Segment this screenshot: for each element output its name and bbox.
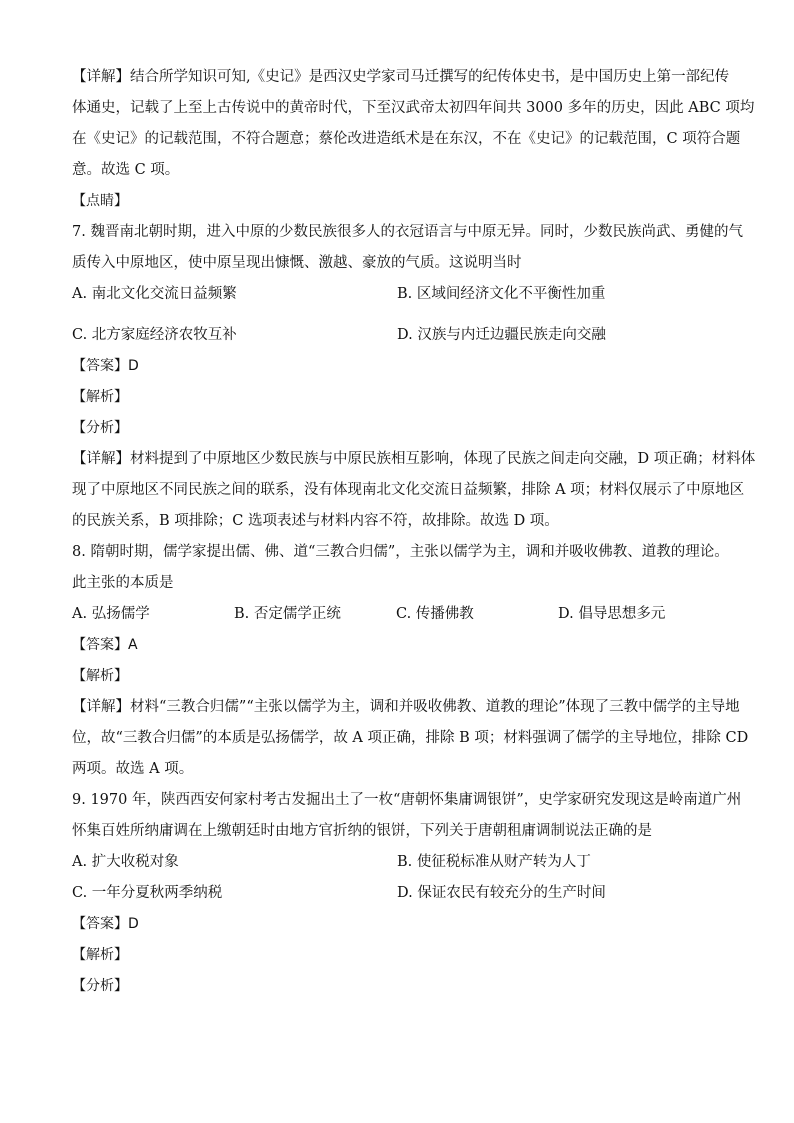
q7-answer: 【答案】D xyxy=(72,358,139,374)
q7-option-b: B. 区域间经济文化不平衡性加重 xyxy=(397,286,606,302)
q7-fenxi-label: 【分析】 xyxy=(72,420,128,436)
q9-option-b: B. 使征税标准从财产转为人丁 xyxy=(397,854,591,870)
q7-options-row xyxy=(72,279,722,310)
q9-answer: 【答案】D xyxy=(72,916,139,932)
q6-detail-line: 意。故选 C 项。 xyxy=(72,162,180,178)
q9-option-c: C. 一年分夏秋两季纳税 xyxy=(72,885,223,901)
q9-fenxi-label: 【分析】 xyxy=(72,978,128,994)
q9-option-d: D. 保证农民有较充分的生产时间 xyxy=(397,885,606,901)
q8-stem-line: 此主张的本质是 xyxy=(72,575,174,591)
q9-options-row xyxy=(72,878,722,909)
q8-option-c: C. 传播佛教 xyxy=(396,606,474,622)
q6-detail-line: 体通史，记载了上至上古传说中的黄帝时代，下至汉武帝太初四年间共 3000 多年的历史，因此 ABC 项均 xyxy=(72,100,755,116)
q6-dianjing-label: 【点睛】 xyxy=(72,193,128,209)
q9-jiexi-label: 【解析】 xyxy=(72,947,128,963)
q9-stem-line: 9. 1970 年，陕西西安何家村考古发掘出土了一枚“唐朝怀集庸调银饼”，史学家研究发现这是岭南道广州 xyxy=(72,792,742,808)
q7-detail-line: 【详解】材料提到了中原地区少数民族与中原民族相互影响，体现了民族之间走向交融，D 项正确；材料体 xyxy=(72,451,756,467)
q8-answer: 【答案】A xyxy=(72,637,138,653)
q8-detail-line: 两项。故选 A 项。 xyxy=(72,761,194,777)
q8-detail-line: 【详解】材料“三教合归儒”“主张以儒学为主，调和并吸收佛教、道教的理论”体现了三教中儒学的主导地 xyxy=(72,699,740,715)
q6-detail-line: 【详解】结合所学知识可知,《史记》是西汉史学家司马迁撰写的纪传体史书，是中国历史上第一部纪传 xyxy=(72,69,730,85)
q7-option-c: C. 北方家庭经济农牧互补 xyxy=(72,327,237,343)
q9-options-row xyxy=(72,847,722,878)
q7-jiexi-label: 【解析】 xyxy=(72,389,128,405)
q7-stem-line: 7. 魏晋南北朝时期，进入中原的少数民族很多人的衣冠语言与中原无异。同时，少数民族尚武、勇健的气 xyxy=(72,224,743,240)
q8-option-b: B. 否定儒学正统 xyxy=(234,606,341,622)
q6-detail-line: 在《史记》的记载范围，不符合题意；蔡伦改进造纸术是在东汉，不在《史记》的记载范围，C 项符合题 xyxy=(72,131,741,147)
q7-stem-line: 质传入中原地区，使中原呈现出慷慨、激越、豪放的气质。这说明当时 xyxy=(72,255,522,271)
q8-option-a: A. 弘扬儒学 xyxy=(72,606,150,622)
q7-option-a: A. 南北文化交流日益频繁 xyxy=(72,286,237,302)
q8-stem-line: 8. 隋朝时期，儒学家提出儒、佛、道“三教合归儒”，主张以儒学为主，调和并吸收佛教、道教的理论。 xyxy=(72,544,729,560)
q7-detail-line: 现了中原地区不同民族之间的联系，没有体现南北文化交流日益频繁，排除 A 项；材料仅展示了中原地区 xyxy=(72,482,745,498)
q7-detail-line: 的民族关系，B 项排除；C 选项表述与材料内容不符，故排除。故选 D 项。 xyxy=(72,513,559,529)
q8-jiexi-label: 【解析】 xyxy=(72,668,128,684)
q7-options-row xyxy=(72,320,722,351)
document-page xyxy=(72,62,756,1002)
q9-option-a: A. 扩大收税对象 xyxy=(72,854,179,870)
q7-option-d: D. 汉族与内迁边疆民族走向交融 xyxy=(397,327,606,343)
q8-options-row xyxy=(72,599,722,630)
q8-option-d: D. 倡导思想多元 xyxy=(558,606,666,622)
q9-stem-line: 怀集百姓所纳庸调在上缴朝廷时由地方官折纳的银饼，下列关于唐朝租庸调制说法正确的是 xyxy=(72,823,652,839)
q8-detail-line: 位，故“三教合归儒”的本质是弘扬儒学，故 A 项正确，排除 B 项；材料强调了儒学的主导地位，排除 CD xyxy=(72,730,749,746)
